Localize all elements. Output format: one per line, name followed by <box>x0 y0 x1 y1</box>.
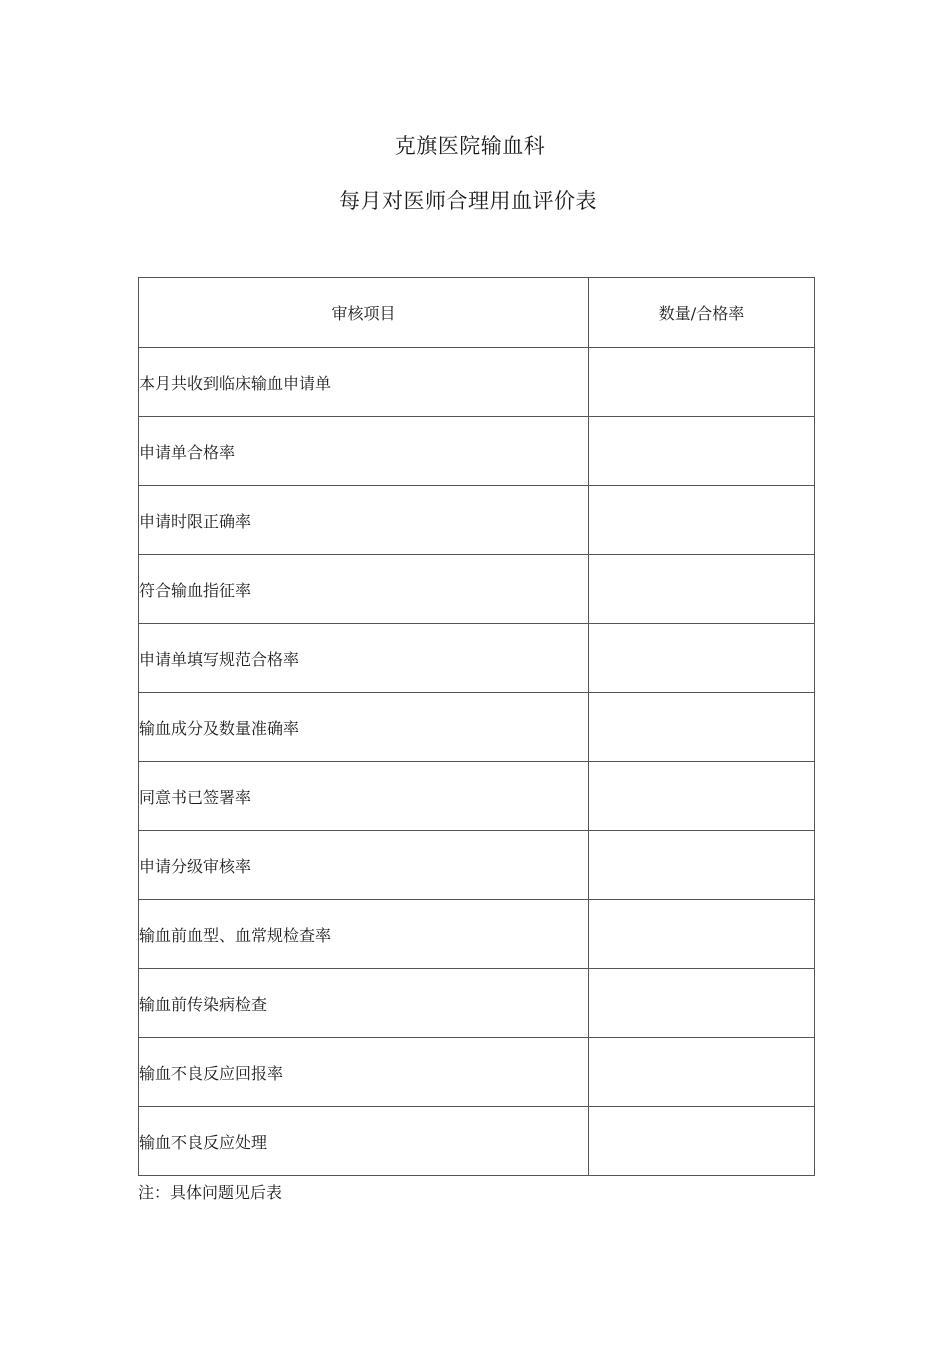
row-value-cell[interactable] <box>589 1107 815 1176</box>
row-value-cell[interactable] <box>589 900 815 969</box>
table-row <box>139 555 815 624</box>
column-header-item: 审核项目 <box>139 278 589 348</box>
row-value-cell[interactable] <box>589 831 815 900</box>
table-row <box>139 693 815 762</box>
table-header-row <box>139 278 815 348</box>
row-item-label: 输血不良反应处理 <box>139 1107 589 1176</box>
row-item-label: 同意书已签署率 <box>139 762 589 831</box>
row-value-cell[interactable] <box>589 762 815 831</box>
table-row <box>139 486 815 555</box>
row-item-label: 输血前血型、血常规检查率 <box>139 900 589 969</box>
table-row <box>139 969 815 1038</box>
row-item-label: 输血不良反应回报率 <box>139 1038 589 1107</box>
table-row <box>139 1038 815 1107</box>
row-value-cell[interactable] <box>589 417 815 486</box>
hospital-department-title: 克旗医院输血科 <box>394 134 546 158</box>
row-value-cell[interactable] <box>589 624 815 693</box>
row-item-label: 申请分级审核率 <box>139 831 589 900</box>
row-item-label: 符合输血指征率 <box>139 555 589 624</box>
table-row <box>139 1107 815 1176</box>
row-value-cell[interactable] <box>589 969 815 1038</box>
table-row <box>139 417 815 486</box>
row-value-cell[interactable] <box>589 693 815 762</box>
column-header-value: 数量/合格率 <box>589 278 815 348</box>
table-row <box>139 831 815 900</box>
footnote: 注：具体问题见后表 <box>138 1183 283 1202</box>
row-item-label: 申请单合格率 <box>139 417 589 486</box>
row-item-label: 申请单填写规范合格率 <box>139 624 589 693</box>
row-value-cell[interactable] <box>589 555 815 624</box>
form-title: 每月对医师合理用血评价表 <box>339 189 597 213</box>
table-row <box>139 762 815 831</box>
table-row <box>139 624 815 693</box>
row-value-cell[interactable] <box>589 1038 815 1107</box>
row-value-cell[interactable] <box>589 348 815 417</box>
row-item-label: 申请时限正确率 <box>139 486 589 555</box>
table-row <box>139 900 815 969</box>
row-value-cell[interactable] <box>589 486 815 555</box>
row-item-label: 本月共收到临床输血申请单 <box>139 348 589 417</box>
table-row <box>139 348 815 417</box>
row-item-label: 输血前传染病检查 <box>139 969 589 1038</box>
evaluation-table <box>138 277 815 1176</box>
row-item-label: 输血成分及数量准确率 <box>139 693 589 762</box>
